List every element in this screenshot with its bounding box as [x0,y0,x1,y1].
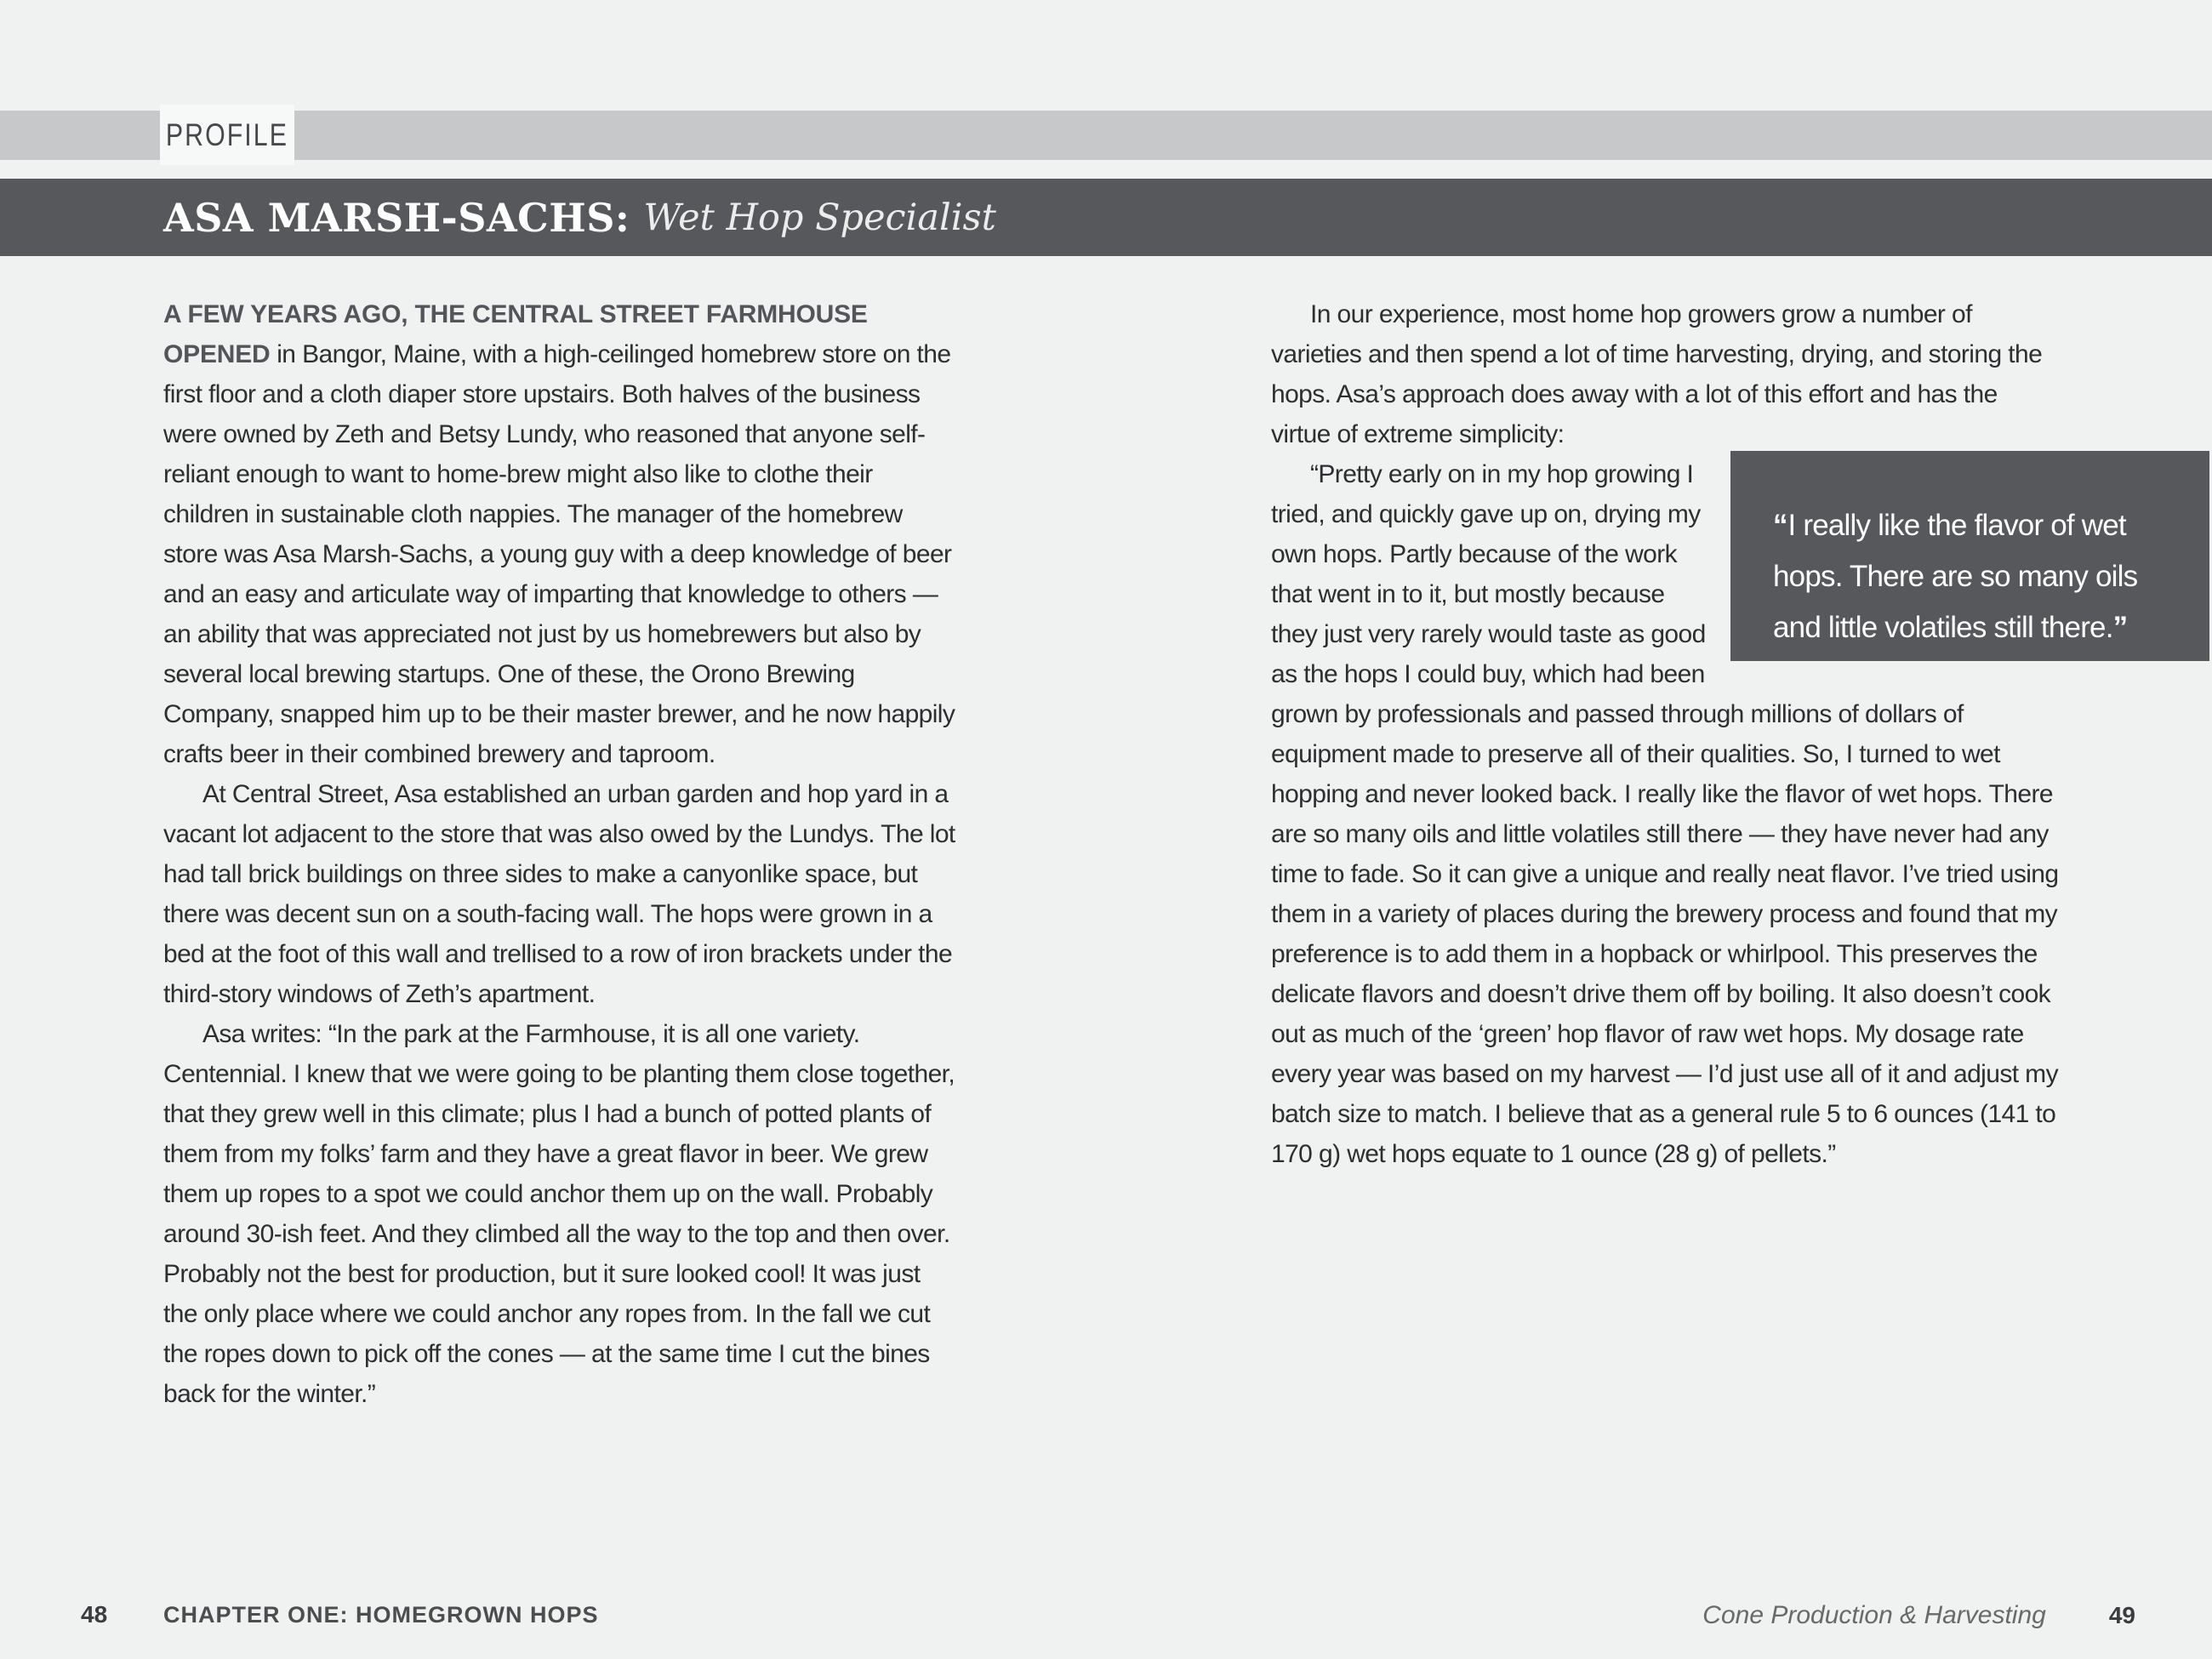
paragraph-lead-in: A FEW YEARS AGO, THE CENTRAL STREET FARMHOUSE OPENED [163,300,868,368]
paragraph: Asa writes: “In the park at the Farmhouse, it is all one variety. Centennial. I knew that we were going to be planting them close together, that they grew well in this climate; plus I had a bunch of potted plants of them from my folks’ farm and they have a great flavor in beer. We grew them up ropes to a spot we could anchor them up on the wall. Probably around 30-ish feet. And they climbed all the way to the top and then over. Probably not the best for production, but it sure looked cool! It was just the only place where we could anchor any ropes from. In the fall we cut the ropes down to pick off the cones — at the same time I cut the bines back for the winter.” [163,1020,955,1408]
paragraph-quote-body: “Pretty early on in my hop growing I tried, and quickly gave up on, drying my own hops. Partly because of the work that went in to it, but mostly because they just very rarely would taste as good as the hops I could buy, which had been grown by professionals and passed through millions of dollars of equipment made to preserve all of their qualities. So, I turned to wet hopping and never looked back. I really like the flavor of wet hops. There are so many oils and little volatiles still there — they have never had any time to fade. So it can give a unique and really neat flavor. I’ve tried using them in a variety of places during the brewery process and found that my preference is to add them in a hopback or whirlpool. This preserves the delicate flavors and doesn’t drive them off by boiling. It also doesn’t cook out as much of the ‘green’ hop flavor of raw wet hops. My dosage rate every year was based on my harvest — I’d just use all of it and adjust my batch size to match. I believe that as a general rule 5 to 6 ounces (141 to 170 g) wet hops equate to 1 ounce (28 g) of pellets.” [1271,460,2059,1168]
profile-tag-label: PROFILE [165,117,289,152]
paragraph-opening-body: in Bangor, Maine, with a high-ceilinged homebrew store on the first floor and a cloth diaper store upstairs. Both halves of the business were owned by Zeth and Betsy Lundy, who reasoned that anyone self-reliant enough to want to home-brew might also like to clothe their children in sustainable cloth nappies. The manager of the homebrew store was Asa Marsh-Sachs, a young guy with a deep knowledge of beer and an easy and articulate way of imparting that knowledge to others — an ability that was appreciated not just by us homebrewers but also by several local brewing startups. One of these, the Orono Brewing Company, snapped him up to be their master brewer, and he now happily crafts beer in their combined brewery and taproom. [163,340,955,768]
page-footer [0,1601,2212,1635]
title-band [0,179,2212,256]
footer-right-page-number: 49 [2108,1602,2135,1628]
footer-left-page-number: 48 [81,1601,108,1628]
paragraph-quote [1271,454,2138,1174]
left-column [163,294,957,1414]
footer-chapter-label: CHAPTER ONE: HOMEGROWN HOPS [163,1602,599,1628]
profile-band [0,111,2212,160]
profile-tag-box [160,105,294,165]
footer-right-group [1702,1601,2135,1630]
paragraph: In our experience, most home hop growers grow a number of varieties and then spend a lot of time harvesting, drying, and storing the hops. Asa’s approach does away with a lot of this effort and has the virtue of extreme simplicity: [1271,300,2043,448]
title-subtitle: Wet Hop Specialist [643,196,996,239]
footer-section-label: Cone Production & Harvesting [1702,1601,2046,1629]
pull-quote-close-mark: ” [2112,611,2129,644]
paragraph: At Central Street, Asa established an urban garden and hop yard in a vacant lot adjacent to the store that was also owed by the Lundys. The lot had tall brick buildings on three sides to make a canyonlike space, but there was decent sun on a south-facing wall. The hops were grown in a bed at the foot of this wall and trellised to a row of iron brackets under the third-story windows of Zeth’s apartment. [163,780,955,1008]
title-name: ASA MARSH-SACHS: [163,194,630,241]
paragraph-opening [163,294,957,774]
right-column [1271,294,2138,1174]
pull-quote-box [1730,451,2209,661]
pull-quote-text: I really like the flavor of wet hops. There are so many oils and little volatiles still there. [1773,509,2138,644]
pull-quote-open-mark: “ [1773,509,1788,542]
